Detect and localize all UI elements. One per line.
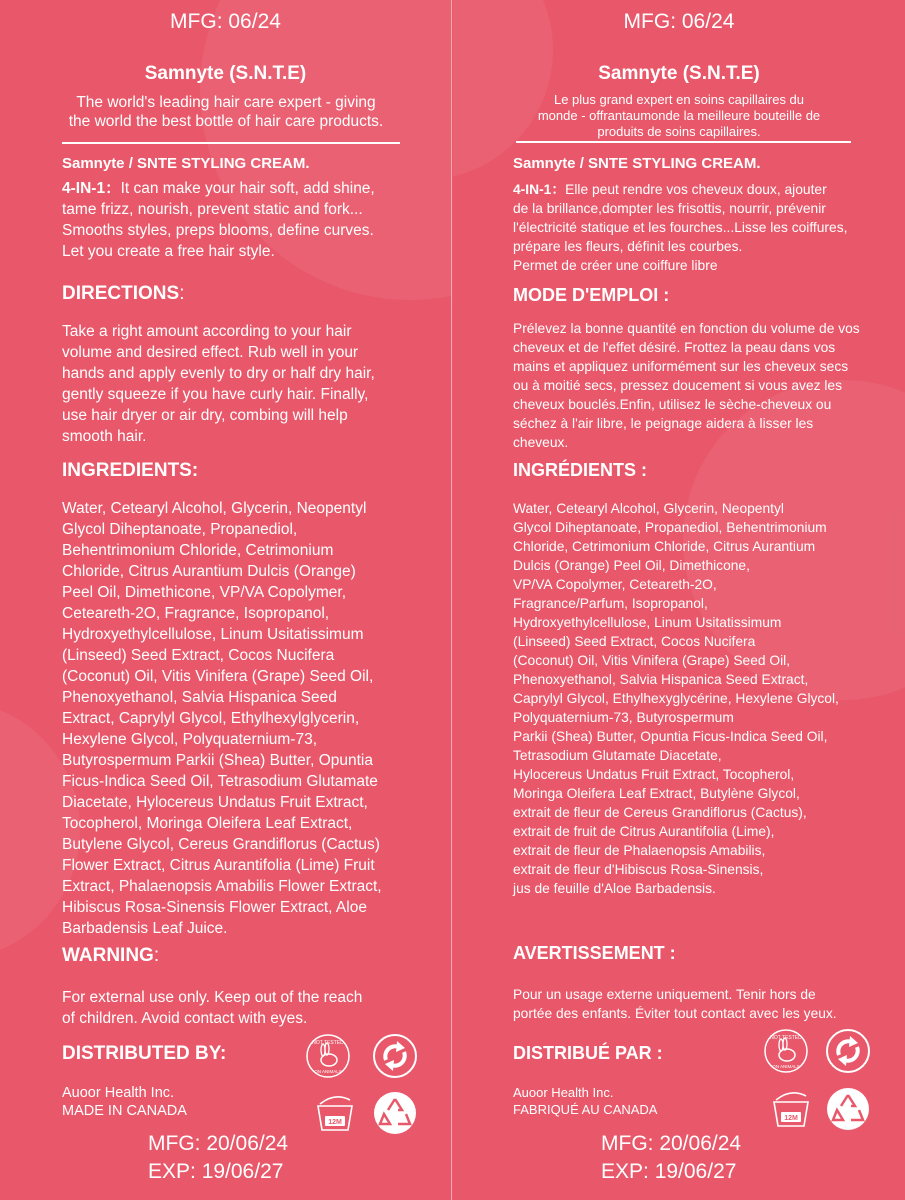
mfg-date-top: MFG: 06/24 xyxy=(170,10,281,33)
text-line: Hibiscus Rosa-Sinensis Flower Extract, Aloe xyxy=(62,899,367,916)
text-line: cheveux. xyxy=(513,435,569,450)
exp-date: EXP: 19/06/27 xyxy=(148,1160,284,1183)
text-line: Chloride, Cetrimonium Chloride, Citrus Aurantium xyxy=(513,539,816,554)
tagline-line: Le plus grand expert en soins capillaires du xyxy=(553,92,805,107)
recycle-arrow-icon xyxy=(372,1033,418,1079)
tagline-line: monde - offrantaumonde la meilleure bouteille de xyxy=(537,108,821,123)
text-line: use hair dryer or air dry, combing will help xyxy=(62,407,348,424)
text-line: Extract, Phalaenopsis Amabilis Flower Extract, xyxy=(62,878,382,895)
text-line: Hydroxyethylcellulose, Linum Usitatissimum xyxy=(513,615,782,630)
product-name: Samnyte / SNTE STYLING CREAM. xyxy=(513,155,761,172)
distributed-by-heading: DISTRIBUÉ PAR : xyxy=(513,1043,663,1063)
warning-heading xyxy=(62,945,159,967)
period-after-opening-icon xyxy=(312,1090,358,1136)
mfg-date: MFG: 20/06/24 xyxy=(601,1132,742,1155)
made-in: MADE IN CANADA xyxy=(62,1103,187,1119)
ingredients-heading: INGREDIENTS: xyxy=(62,460,199,481)
text-line: Chloride, Citrus Aurantium Dulcis (Orange) xyxy=(62,563,356,580)
text-line: Caprylyl Glycol, Ethylhexyglycérine, Hexylene Glycol, xyxy=(513,691,839,706)
text-line: extrait de fruit de Citrus Aurantifolia (Lime), xyxy=(513,824,775,839)
text-line: cheveux bouclés.Enfin, utilisez le sèche-cheveux ou xyxy=(513,397,832,412)
text-line: séchez à l'air libre, le peignage aidera à lisser les xyxy=(513,416,814,431)
brand-name: Samnyte (S.N.T.E) xyxy=(144,63,307,84)
warning-text xyxy=(513,985,893,1023)
text-line: Hexylene Glycol, Polyquaternium-73, xyxy=(62,731,318,748)
text-line: (Coconut) Oil, Vitis Vinifera (Grape) Seed Oil, xyxy=(62,668,374,685)
cruelty-free-label: NOT TESTED xyxy=(770,1035,802,1041)
distributor-info xyxy=(62,1084,187,1120)
cruelty-free-sublabel: ON ANIMALS xyxy=(314,1069,342,1074)
french-panel xyxy=(453,0,905,1200)
text-line: For external use only. Keep out of the reach xyxy=(62,989,363,1006)
product-name: Samnyte / SNTE STYLING CREAM. xyxy=(62,155,310,172)
text-line: Diacetate, Hylocereus Undatus Fruit Extract, xyxy=(62,794,368,811)
tagline-line: produits de soins capillaires. xyxy=(597,124,761,139)
recycle-arrow-icon xyxy=(825,1028,871,1074)
text-line: jus de feuille d'Aloe Barbadensis. xyxy=(513,881,716,896)
recycling-symbol-icon xyxy=(372,1090,418,1136)
directions-heading xyxy=(62,283,184,305)
description-line: Elle peut rendre vos cheveux doux, ajouter xyxy=(565,182,827,197)
distributed-by-heading: DISTRIBUTED BY: xyxy=(62,1043,227,1064)
text-line: Butylene Glycol, Cereus Grandiflorus (Cactus) xyxy=(62,836,380,853)
tagline xyxy=(30,93,422,131)
text-line: Water, Cetearyl Alcohol, Glycerin, Neopentyl xyxy=(62,500,367,517)
text-line: Phenoxyethanol, Salvia Hispanica Seed xyxy=(62,689,337,706)
tagline xyxy=(483,92,875,140)
text-line: Tetrasodium Glutamate Diacetate, xyxy=(513,748,722,763)
english-panel xyxy=(0,0,452,1200)
text-line: Barbadensis Leaf Juice. xyxy=(62,920,228,937)
description-lead: 4-IN-1： xyxy=(62,180,121,197)
text-line: Hylocereus Undatus Fruit Extract, Tocopherol, xyxy=(513,767,795,782)
description-line: l'électricité statique et les fourches...Lisse les coiffures, xyxy=(513,220,848,235)
text-line: portée des enfants. Éviter tout contact avec les yeux. xyxy=(513,1006,837,1021)
text-line: Tocopherol, Moringa Oleifera Leaf Extract, xyxy=(62,815,353,832)
description-line: Let you create a free hair style. xyxy=(62,243,275,260)
text-line: hands and apply evenly to dry or half dry hair, xyxy=(62,365,375,382)
text-line: Fragrance/Parfum, Isopropanol, xyxy=(513,596,708,611)
description-line: tame frizz, nourish, prevent static and fork... xyxy=(62,201,363,218)
product-description xyxy=(513,180,888,275)
text-line: smooth hair. xyxy=(62,428,147,445)
dates-bottom xyxy=(148,1130,288,1186)
heading-text: WARNING xyxy=(62,945,154,966)
text-line: Prélevez la bonne quantité en fonction du volume de vos xyxy=(513,321,860,336)
text-line: (Linseed) Seed Extract, Cocos Nucifera xyxy=(62,647,335,664)
text-line: Take a right amount according to your hair xyxy=(62,323,352,340)
text-line: gently squeeze if you have curly hair. Finally, xyxy=(62,386,369,403)
text-line: Hydroxyethylcellulose, Linum Usitatissimum xyxy=(62,626,364,643)
text-line: Moringa Oleifera Leaf Extract, Butylène Glycol, xyxy=(513,786,800,801)
description-line: de la brillance,dompter les frisottis, nourrir, prévenir xyxy=(513,201,826,216)
description-line: It can make your hair soft, add shine, xyxy=(120,180,375,197)
made-in: FABRIQUÉ AU CANADA xyxy=(513,1102,658,1117)
text-line: Dulcis (Orange) Peel Oil, Dimethicone, xyxy=(513,558,750,573)
text-line: Pour un usage externe uniquement. Tenir hors de xyxy=(513,987,816,1002)
pao-label: 12M xyxy=(328,1119,342,1126)
text-line: volume and desired effect. Rub well in your xyxy=(62,344,359,361)
text-line: (Linseed) Seed Extract, Cocos Nucifera xyxy=(513,634,756,649)
text-line: VP/VA Copolymer, Ceteareth-2O, xyxy=(513,577,717,592)
warning-heading: AVERTISSEMENT : xyxy=(513,943,676,963)
heading-text: DIRECTIONS xyxy=(62,283,180,304)
text-line: Glycol Diheptanoate, Propanediol, xyxy=(62,521,298,538)
ingredients-list xyxy=(62,498,422,939)
description-line: prépare les fleurs, définit les courbes. xyxy=(513,239,743,254)
description-lead: 4-IN-1： xyxy=(513,182,566,197)
text-line: extrait de fleur d'Hibiscus Rosa-Sinensis, xyxy=(513,862,764,877)
warning-text xyxy=(62,987,422,1029)
description-line: Smooths styles, preps blooms, define curves. xyxy=(62,222,374,239)
text-line: cheveux et de l'effet désiré. Frottez la peau dans vos xyxy=(513,340,836,355)
distributor-info xyxy=(513,1084,657,1118)
text-line: Behentrimonium Chloride, Cetrimonium xyxy=(62,542,334,559)
text-line: mains et appliquez uniformément sur les cheveux secs xyxy=(513,359,849,374)
mfg-date: MFG: 20/06/24 xyxy=(148,1132,289,1155)
cruelty-free-sublabel: ON ANIMALS xyxy=(772,1064,800,1069)
ingredients-list xyxy=(513,499,893,898)
text-line: (Coconut) Oil, Vitis Vinifera (Grape) Seed Oil, xyxy=(513,653,791,668)
description-line: Permet de créer une coiffure libre xyxy=(513,258,718,273)
cruelty-free-label: NOT TESTED xyxy=(312,1040,344,1046)
mfg-date-top: MFG: 06/24 xyxy=(623,10,735,33)
directions-text xyxy=(62,321,422,447)
brand-name: Samnyte (S.N.T.E) xyxy=(598,63,760,84)
text-line: Glycol Diheptanoate, Propanediol, Behentrimonium xyxy=(513,520,827,535)
text-line: Extract, Caprylyl Glycol, Ethylhexylglycerin, xyxy=(62,710,360,727)
text-line: extrait de fleur de Phalaenopsis Amabilis, xyxy=(513,843,766,858)
text-line: extrait de fleur de Cereus Grandiflorus (Cactus), xyxy=(513,805,807,820)
heading-colon: : xyxy=(179,283,185,304)
text-line: Ficus-Indica Seed Oil, Tetrasodium Glutamate xyxy=(62,773,378,790)
heading-colon: : xyxy=(153,945,160,966)
divider xyxy=(62,142,400,144)
product-description xyxy=(62,178,422,262)
text-line: of children. Avoid contact with eyes. xyxy=(62,1010,308,1027)
exp-date: EXP: 19/06/27 xyxy=(601,1160,737,1183)
text-line: Ceteareth-2O, Fragrance, Isopropanol, xyxy=(62,605,330,622)
cruelty-free-icon xyxy=(305,1033,351,1079)
text-line: Butyrospermum Parkii (Shea) Butter, Opuntia xyxy=(62,752,373,769)
text-line: ou à moitié secs, pressez doucement si vous avez les xyxy=(513,378,842,393)
ingredients-heading: INGRÉDIENTS : xyxy=(513,460,648,480)
text-line: Flower Extract, Citrus Aurantifolia (Lime) Fruit xyxy=(62,857,375,874)
divider xyxy=(516,141,851,143)
text-line: Polyquaternium-73, Butyrospermum xyxy=(513,710,734,725)
tagline-line: The world's leading hair care expert - giving xyxy=(76,94,376,111)
text-line: Peel Oil, Dimethicone, VP/VA Copolymer, xyxy=(62,584,347,601)
directions-text xyxy=(513,319,893,452)
distributor-name: Auoor Health Inc. xyxy=(62,1085,175,1101)
text-line: Water, Cetearyl Alcohol, Glycerin, Neopentyl xyxy=(513,501,784,516)
text-line: Phenoxyethanol, Salvia Hispanica Seed Extract, xyxy=(513,672,809,687)
dates-bottom xyxy=(601,1130,741,1186)
recycling-symbol-icon xyxy=(825,1086,871,1132)
period-after-opening-icon xyxy=(768,1086,814,1132)
cruelty-free-icon xyxy=(763,1028,809,1074)
pao-label: 12M xyxy=(784,1115,798,1122)
distributor-name: Auoor Health Inc. xyxy=(513,1085,614,1100)
directions-heading: MODE D'EMPLOI : xyxy=(513,285,670,305)
text-line: Parkii (Shea) Butter, Opuntia Ficus-Indica Seed Oil, xyxy=(513,729,828,744)
tagline-line: the world the best bottle of hair care products. xyxy=(68,113,384,130)
